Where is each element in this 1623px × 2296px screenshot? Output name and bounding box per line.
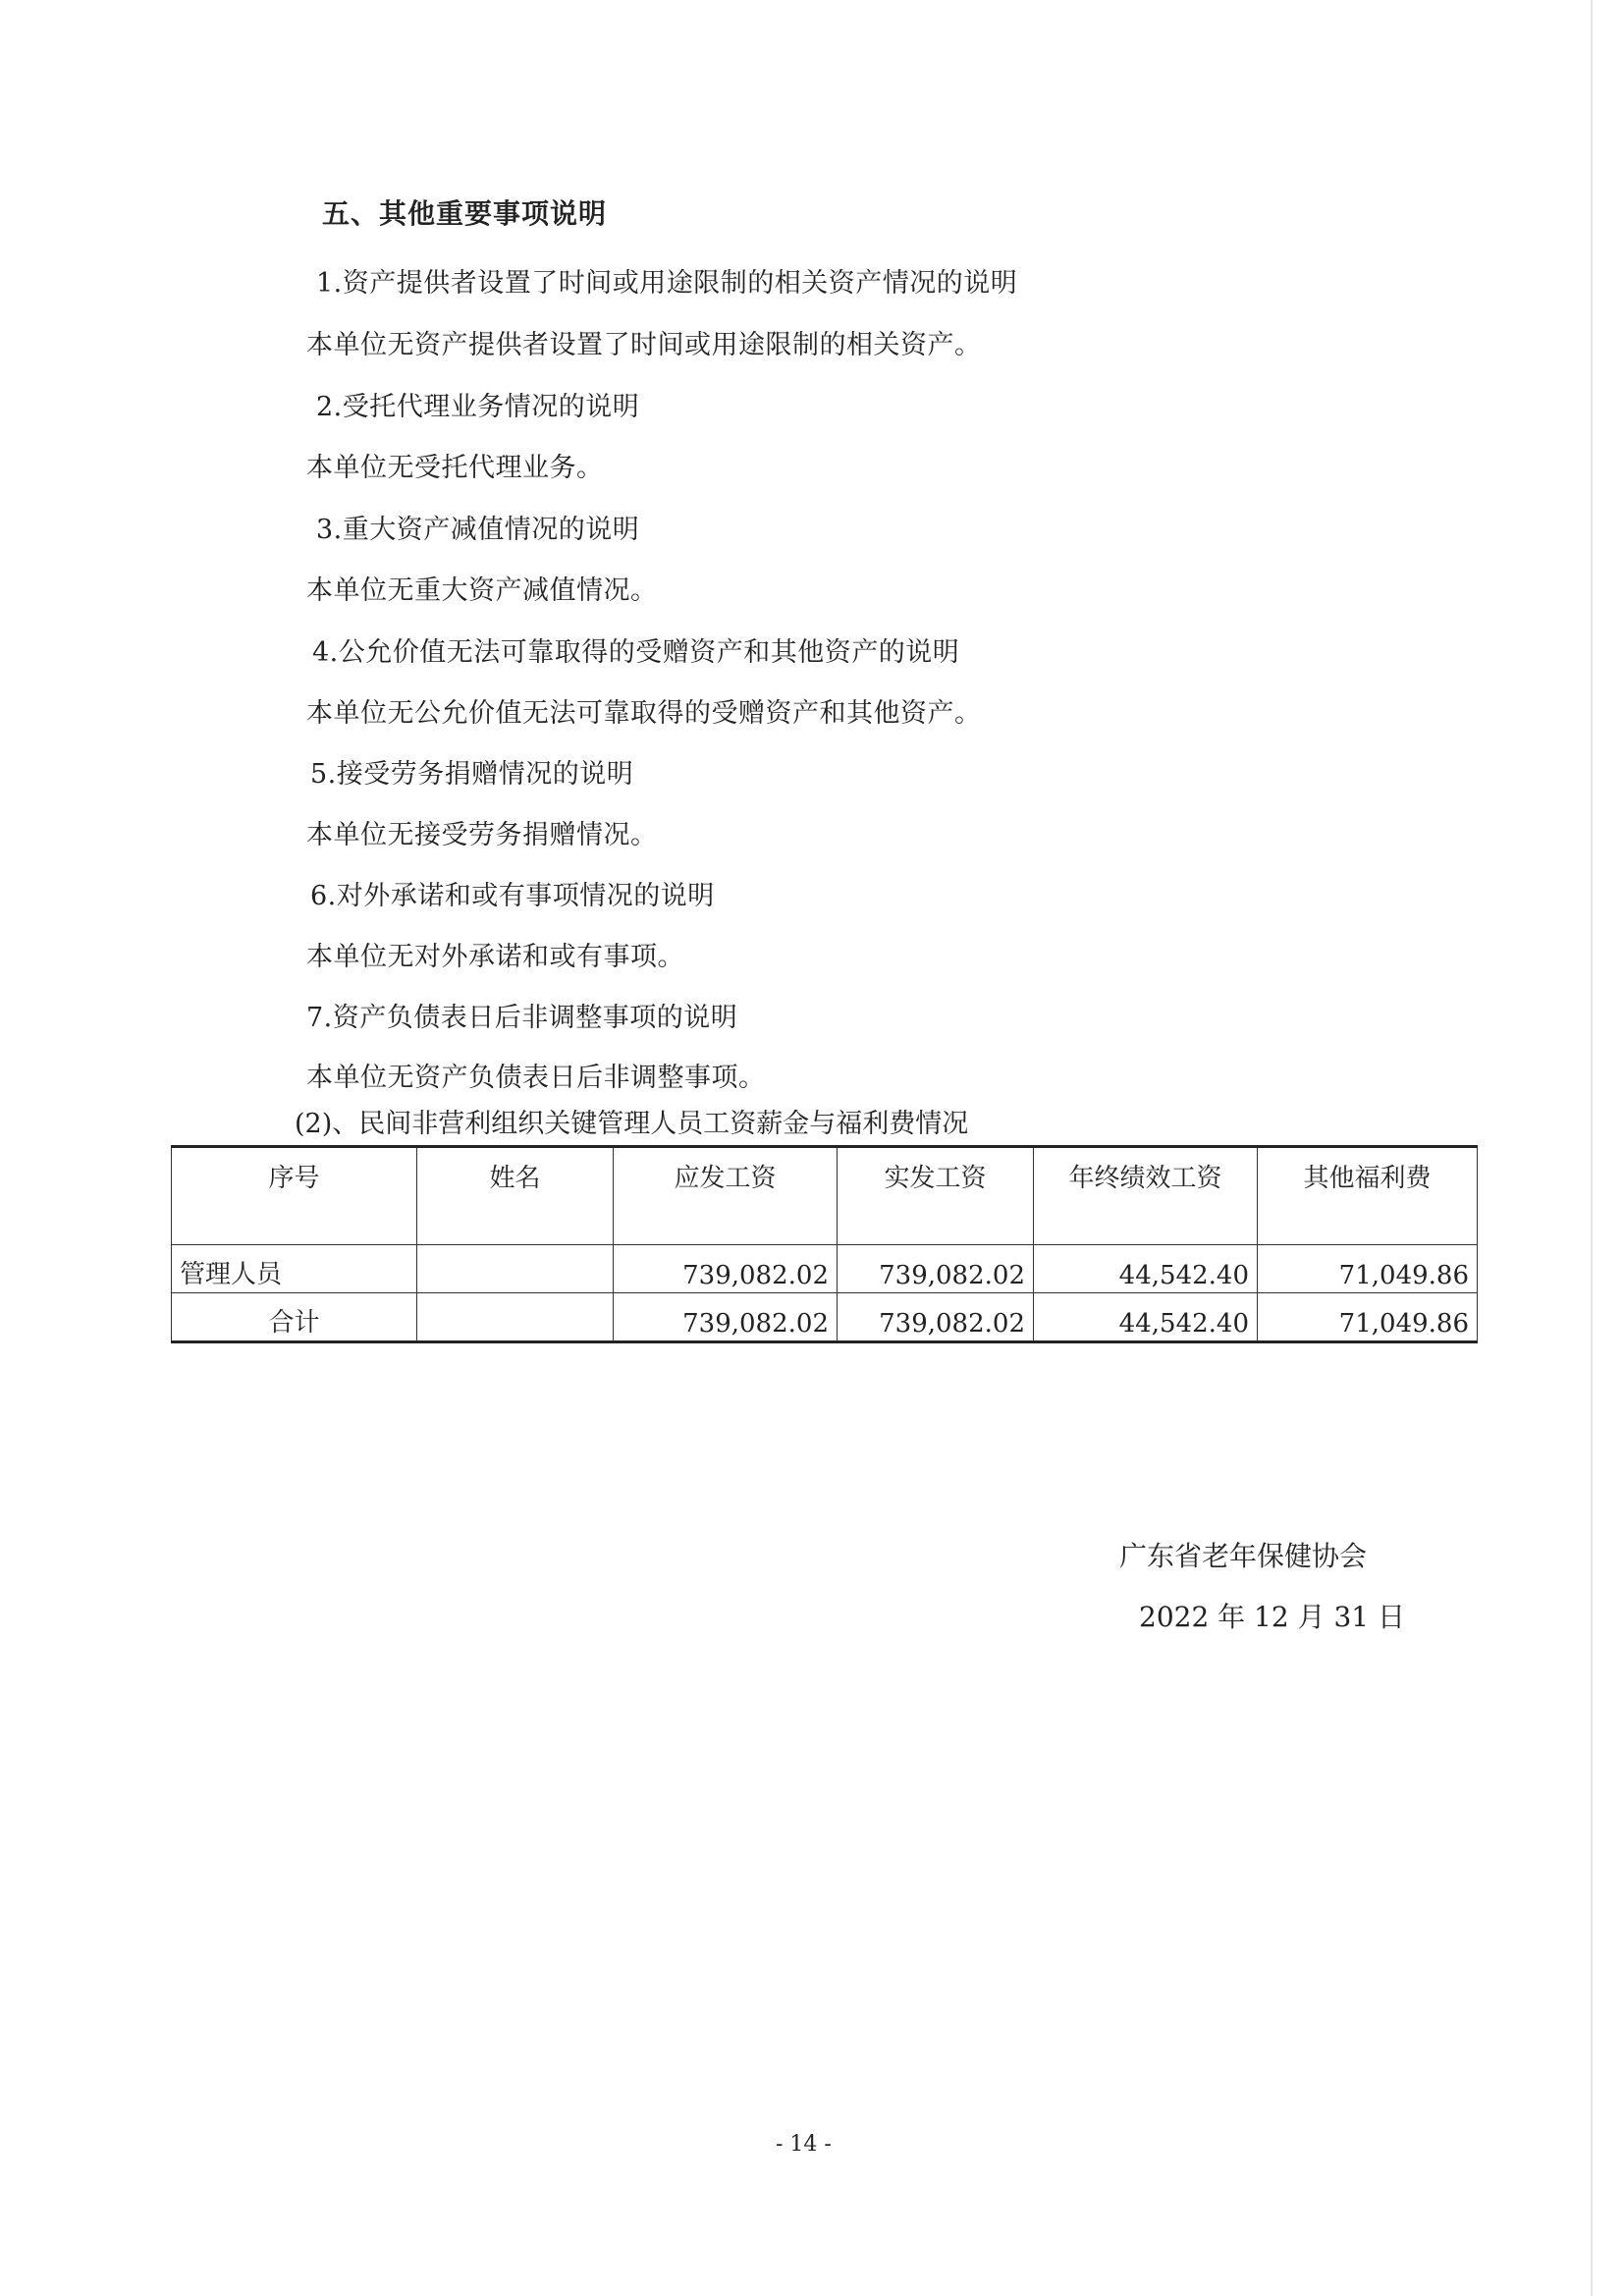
item-5-title: 5.接受劳务捐赠情况的说明 [310,759,634,790]
table-title: (2)、民间非营利组织关键管理人员工资薪金与福利费情况 [295,1109,969,1139]
item-4-title: 4.公允价值无法可靠取得的受赠资产和其他资产的说明 [312,637,960,668]
total-label: 合计 [172,1293,417,1342]
section-heading: 五、其他重要事项说明 [322,197,608,230]
header-gross-salary: 应发工资 [614,1147,838,1245]
signature-organization: 广东省老年保健协会 [1119,1540,1368,1572]
row-gross-salary: 739,082.02 [614,1245,838,1293]
signature-date: 2022 年 12 月 31 日 [1139,1601,1406,1633]
total-name [417,1293,614,1342]
item-1-title: 1.资产提供者设置了时间或用途限制的相关资产情况的说明 [316,268,1018,299]
row-name [417,1245,614,1293]
item-3-title: 3.重大资产减值情况的说明 [316,515,640,545]
table-row [172,1245,1478,1293]
header-name: 姓名 [417,1147,614,1245]
row-label: 管理人员 [172,1245,417,1293]
item-2-body: 本单位无受托代理业务。 [306,453,604,483]
total-gross-salary: 739,082.02 [614,1293,838,1342]
header-net-salary: 实发工资 [838,1147,1034,1245]
item-4-body: 本单位无公允价值无法可靠取得的受赠资产和其他资产。 [306,698,982,729]
row-year-end-bonus: 44,542.40 [1034,1245,1258,1293]
total-net-salary: 739,082.02 [838,1293,1034,1342]
row-other-benefits: 71,049.86 [1258,1245,1478,1293]
table-header-row [172,1147,1478,1245]
compensation-table [171,1145,1478,1343]
table-row-total [172,1293,1478,1342]
page-number: - 14 - [776,2132,832,2157]
item-7-title: 7.资产负债表日后非调整事项的说明 [306,1003,738,1033]
total-other-benefits: 71,049.86 [1258,1293,1478,1342]
item-5-body: 本单位无接受劳务捐赠情况。 [306,820,658,850]
item-1-body: 本单位无资产提供者设置了时间或用途限制的相关资产。 [306,330,982,360]
header-other-benefits: 其他福利费 [1258,1147,1478,1245]
total-year-end-bonus: 44,542.40 [1034,1293,1258,1342]
scan-edge-line [1591,0,1593,2296]
header-seq: 序号 [172,1147,417,1245]
item-2-title: 2.受托代理业务情况的说明 [316,392,640,422]
header-year-end-bonus: 年终绩效工资 [1034,1147,1258,1245]
row-net-salary: 739,082.02 [838,1245,1034,1293]
item-6-body: 本单位无对外承诺和或有事项。 [306,942,684,972]
item-6-title: 6.对外承诺和或有事项情况的说明 [310,881,715,911]
item-7-body: 本单位无资产负债表日后非调整事项。 [306,1063,766,1093]
item-3-body: 本单位无重大资产减值情况。 [306,575,658,606]
